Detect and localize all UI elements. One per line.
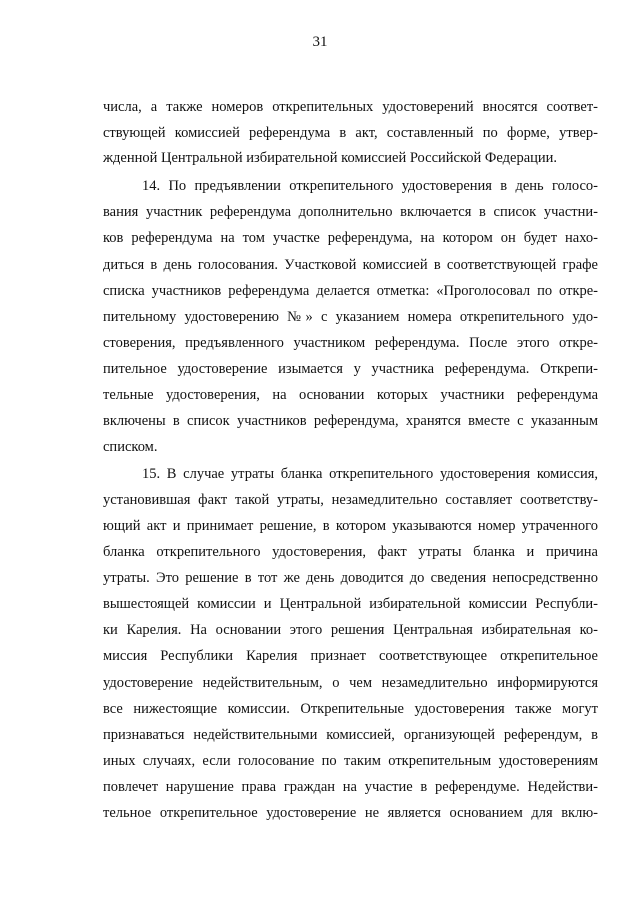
- text-line: пительному удостоверению №» с указанием номера открепительного удо-: [103, 309, 598, 325]
- text-line: включены в список участников референдума, хранятся вместе с указанным: [103, 413, 598, 429]
- text-line: ков референдума на том участке референдума, на котором он будет нахо-: [103, 230, 598, 246]
- text-line: все нижестоящие комиссии. Открепительные удостоверения также могут: [103, 701, 598, 717]
- page-number: 31: [312, 34, 328, 50]
- text-line: пительное удостоверение изымается у участника референдума. Открепи-: [103, 361, 598, 377]
- text-line: жденной Центральной избирательной комиссией Российской Федерации.: [103, 150, 558, 166]
- text-line: стоверения, предъявленного участником референдума. После этого откре-: [103, 335, 598, 351]
- text-line: ющий акт и принимает решение, в котором указываются номер утраченного: [103, 518, 598, 534]
- text-line: 14. По предъявлении открепительного удостоверения в день голосо-: [142, 178, 598, 194]
- text-line: удостоверение недействительным, о чем незамедлительно информируются: [103, 675, 598, 691]
- text-line: диться в день голосования. Участковой комиссией в соответствующей графе: [103, 257, 598, 273]
- text-line: ки Карелия. На основании этого решения Центральная избирательная ко-: [103, 622, 598, 638]
- text-line: числа, а также номеров открепительных удостоверений вносятся соответ-: [103, 99, 598, 115]
- text-line: миссия Республики Карелия признает соответствующее открепительное: [103, 648, 598, 664]
- text-line: повлечет нарушение права граждан на участие в референдуме. Недействи-: [103, 779, 598, 795]
- text-line: вышестоящей комиссии и Центральной избирательной комиссии Республи-: [103, 596, 598, 612]
- text-line: списком.: [103, 439, 158, 455]
- text-line: признаваться недействительными комиссией, организующей референдум, в: [103, 727, 598, 743]
- text-line: тельное открепительное удостоверение не является основанием для вклю-: [103, 805, 598, 821]
- text-line: 15. В случае утраты бланка открепительного удостоверения комиссия,: [142, 466, 598, 482]
- text-line: установившая факт такой утраты, незамедлительно составляет соответству-: [103, 492, 598, 508]
- text-line: тельные удостоверения, на основании которых участники референдума: [103, 387, 598, 403]
- text-line: вания участник референдума дополнительно включается в список участни-: [103, 204, 598, 220]
- text-line: утраты. Это решение в тот же день доводится до сведения непосредственно: [103, 570, 598, 586]
- text-line: иных случаях, если голосование по таким открепительным удостоверениям: [103, 753, 598, 769]
- text-line: бланка открепительного удостоверения, факт утраты бланка и причина: [103, 544, 598, 560]
- text-line: ствующей комиссией референдума в акт, составленный по форме, утвер-: [103, 125, 598, 141]
- text-line: списка участников референдума делается отметка: «Проголосовал по откре-: [103, 283, 598, 299]
